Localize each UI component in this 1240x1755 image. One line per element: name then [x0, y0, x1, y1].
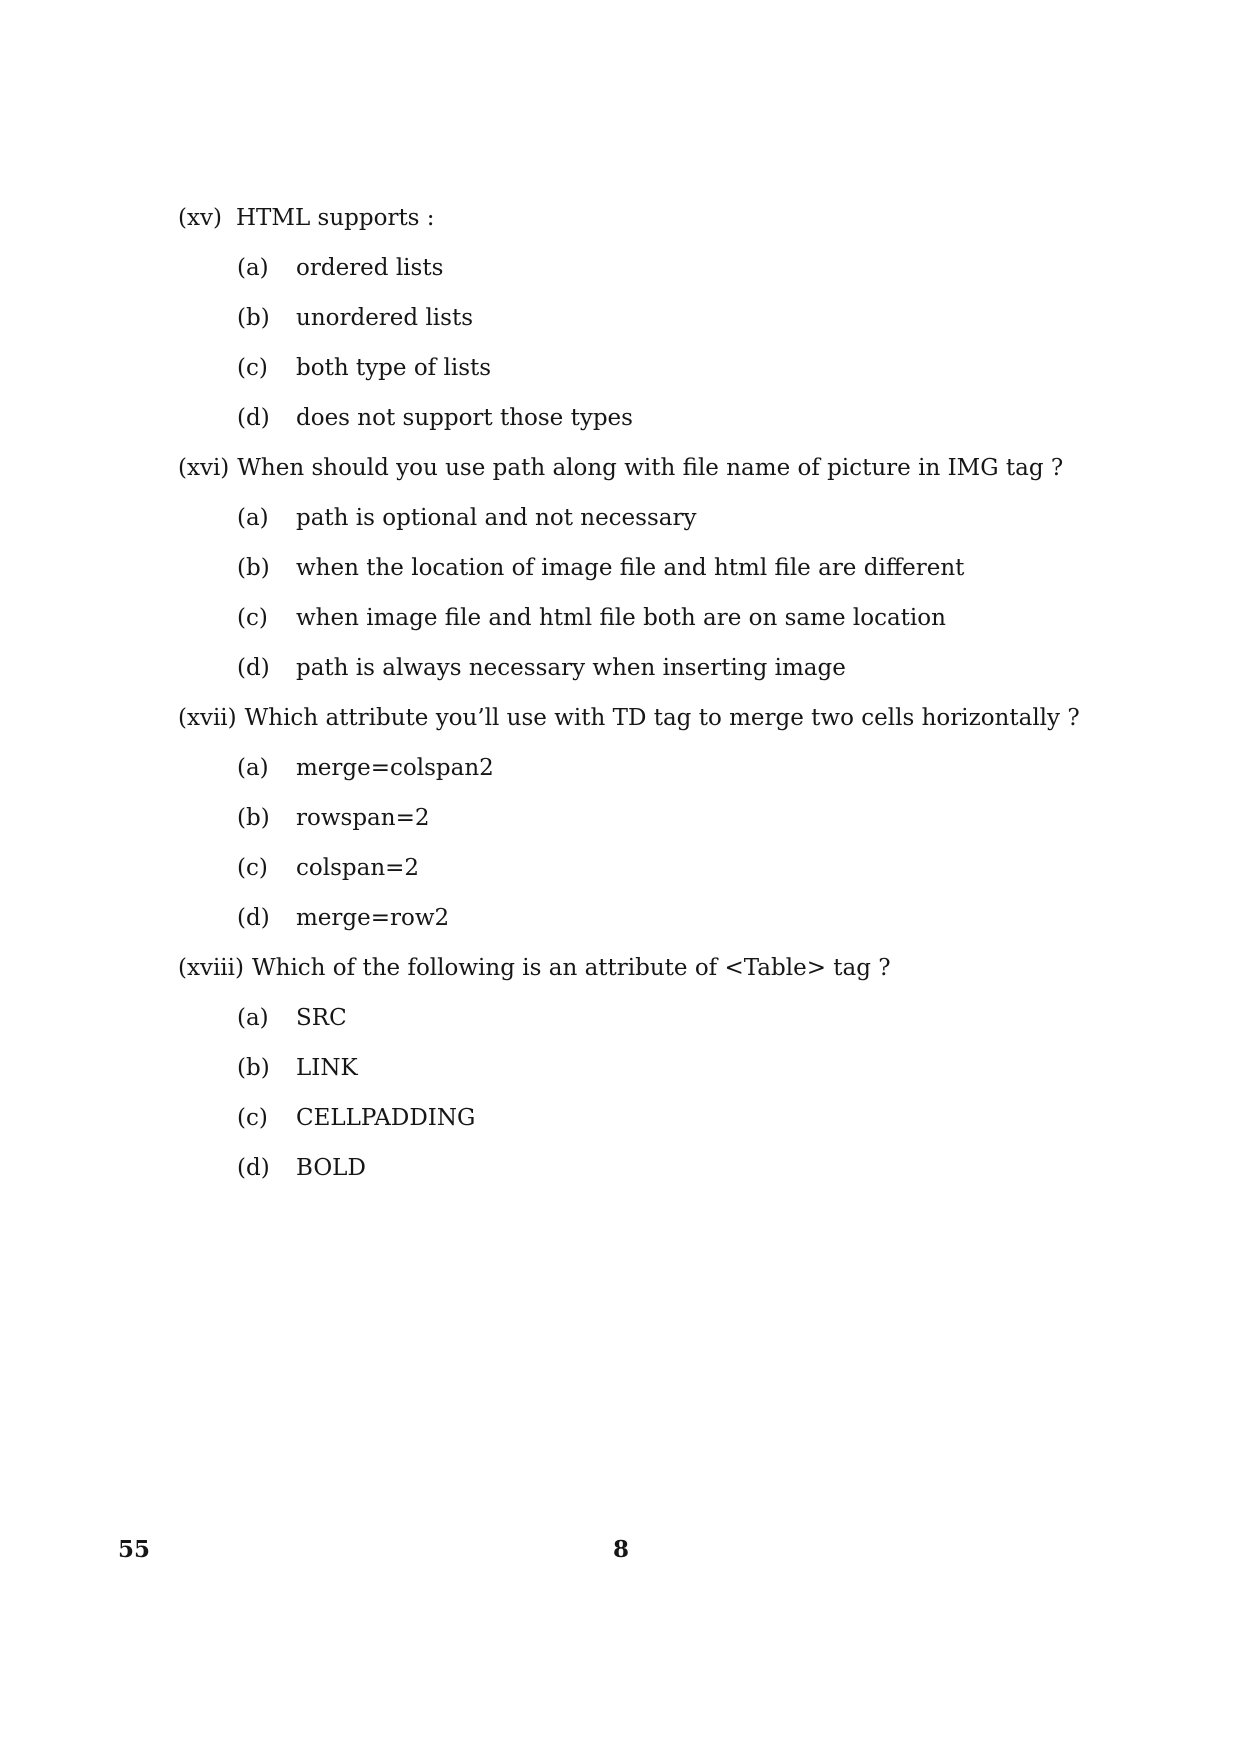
- option-label: (d): [237, 655, 270, 681]
- option-text: unordered lists: [296, 305, 474, 331]
- option-b: [178, 293, 1138, 343]
- option-c: [178, 593, 1138, 643]
- option-text: SRC: [296, 1005, 347, 1031]
- option-text: rowspan=2: [296, 805, 430, 831]
- question-stem: When should you use path along with file name of picture in IMG tag ?: [237, 455, 1064, 481]
- option-b: [178, 1043, 1138, 1093]
- option-a: [178, 743, 1138, 793]
- option-text: merge=colspan2: [296, 755, 494, 781]
- paper-code: 55: [118, 1536, 151, 1563]
- option-c: [178, 343, 1138, 393]
- question-xviii: [178, 943, 1138, 1193]
- option-label: (b): [237, 305, 270, 331]
- option-text: BOLD: [296, 1155, 366, 1181]
- question-number: (xviii): [178, 955, 244, 981]
- option-b: [178, 793, 1138, 843]
- option-label: (b): [237, 1055, 270, 1081]
- option-d: [178, 643, 1138, 693]
- question-text: [178, 443, 1138, 493]
- option-label: (c): [237, 855, 268, 881]
- option-text: colspan=2: [296, 855, 420, 881]
- option-a: [178, 493, 1138, 543]
- question-stem: Which of the following is an attribute of <Table> tag ?: [251, 955, 891, 981]
- option-a: [178, 243, 1138, 293]
- option-label: (c): [237, 605, 268, 631]
- option-text: both type of lists: [296, 355, 492, 381]
- option-label: (c): [237, 355, 268, 381]
- question-text: [178, 193, 1138, 243]
- option-text: ordered lists: [296, 255, 444, 281]
- question-text: [178, 943, 1138, 993]
- option-label: (d): [237, 905, 270, 931]
- option-label: (b): [237, 805, 270, 831]
- question-number: (xv): [178, 205, 222, 231]
- option-c: [178, 843, 1138, 893]
- question-text: [178, 693, 1138, 743]
- option-a: [178, 993, 1138, 1043]
- question-stem: HTML supports :: [236, 205, 435, 231]
- option-text: does not support those types: [296, 405, 633, 431]
- option-b: [178, 543, 1138, 593]
- option-text: merge=row2: [296, 905, 450, 931]
- question-xv: [178, 193, 1138, 443]
- option-text: LINK: [296, 1055, 358, 1081]
- question-stem: Which attribute you’ll use with TD tag to merge two cells horizontally ?: [244, 705, 1080, 731]
- option-d: [178, 393, 1138, 443]
- question-xvi: [178, 443, 1138, 693]
- page-number: 8: [613, 1536, 630, 1563]
- option-text: when image file and html file both are on same location: [296, 605, 946, 631]
- option-label: (a): [237, 505, 269, 531]
- question-number: (xvii): [178, 705, 237, 731]
- option-label: (a): [237, 755, 269, 781]
- option-label: (d): [237, 1155, 270, 1181]
- option-label: (a): [237, 255, 269, 281]
- question-number: (xvi): [178, 455, 230, 481]
- option-d: [178, 893, 1138, 943]
- option-label: (b): [237, 555, 270, 581]
- question-list: [178, 193, 1138, 1193]
- option-label: (c): [237, 1105, 268, 1131]
- option-label: (a): [237, 1005, 269, 1031]
- question-xvii: [178, 693, 1138, 943]
- option-text: CELLPADDING: [296, 1105, 476, 1131]
- option-text: path is always necessary when inserting image: [296, 655, 846, 681]
- option-text: path is optional and not necessary: [296, 505, 697, 531]
- option-d: [178, 1143, 1138, 1193]
- option-text: when the location of image file and html file are different: [296, 555, 965, 581]
- option-c: [178, 1093, 1138, 1143]
- option-label: (d): [237, 405, 270, 431]
